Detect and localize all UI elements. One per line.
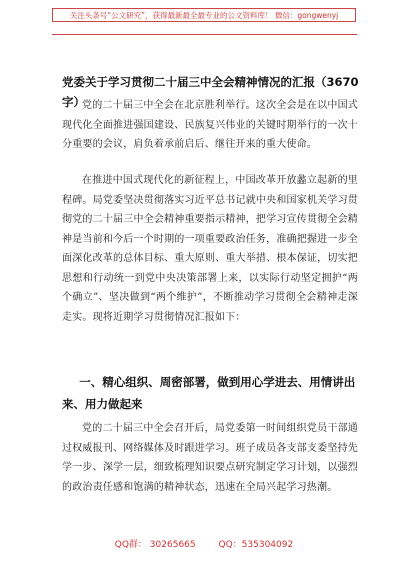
section-heading: 一、精心组织、周密部署，做到用心学进去、用情讲出来、用力做起来 bbox=[62, 375, 356, 411]
footer-qq: QQ：535304092 bbox=[218, 540, 294, 550]
footer-contact bbox=[0, 537, 408, 550]
header-banner bbox=[52, 8, 356, 22]
document-title: 党委关于学习贯彻二十届三中全会精神情况的汇报（3670字） bbox=[62, 75, 359, 109]
footer-qq-group: QQ群： 30265665 bbox=[114, 540, 196, 550]
paragraph-section: 党的二十届三中全会召开后，局党委第一时间组织党员干部通过权威报刊、网络媒体及时跟进学习。班子成员各支部支委坚持先学一步、深学一层，细致梳理知识要点研究制定学习计划，以强烈的政治责任感和饱满的精神状态，迅速在全局兴起学习热潮。 bbox=[62, 423, 358, 493]
paragraph-body: 在推进中国式现代化的新征程上，中国改革开放蠡立起新的里程碑。局党委坚决贯彻落实习近平总书记就中央和国家机关学习贯彻党的二十届三中全会精神重要指示精神，把学习宣传贯彻全会精神是当前和今后一个时期的一项重要政治任务，准确把握进一步全面深化改革的总体目标、重大原则、重大举措、根本保证，切实把思想和行动统一到党中央决策部署上来，以实际行动坚定拥护“两个确立”、坚决做到“两个维护”，不断推动学习贯彻全会精神走深走实。现将近期学习贯彻情况汇报如下： bbox=[62, 175, 358, 323]
header-banner-text: 关注头条号“公文研究”，获得最新最全最专业的公文资料库！ 微信：gongwenyj bbox=[69, 11, 339, 20]
header-divider bbox=[52, 34, 357, 35]
paragraph-intro: 党的二十届三中全会在北京胜利举行。这次全会是在以中国式现代化全面推进强国建设、民族复兴伟业的关键时期举行的一次十分重要的会议，肩负着承前启后、继往开来的重大使命。 bbox=[62, 100, 358, 150]
